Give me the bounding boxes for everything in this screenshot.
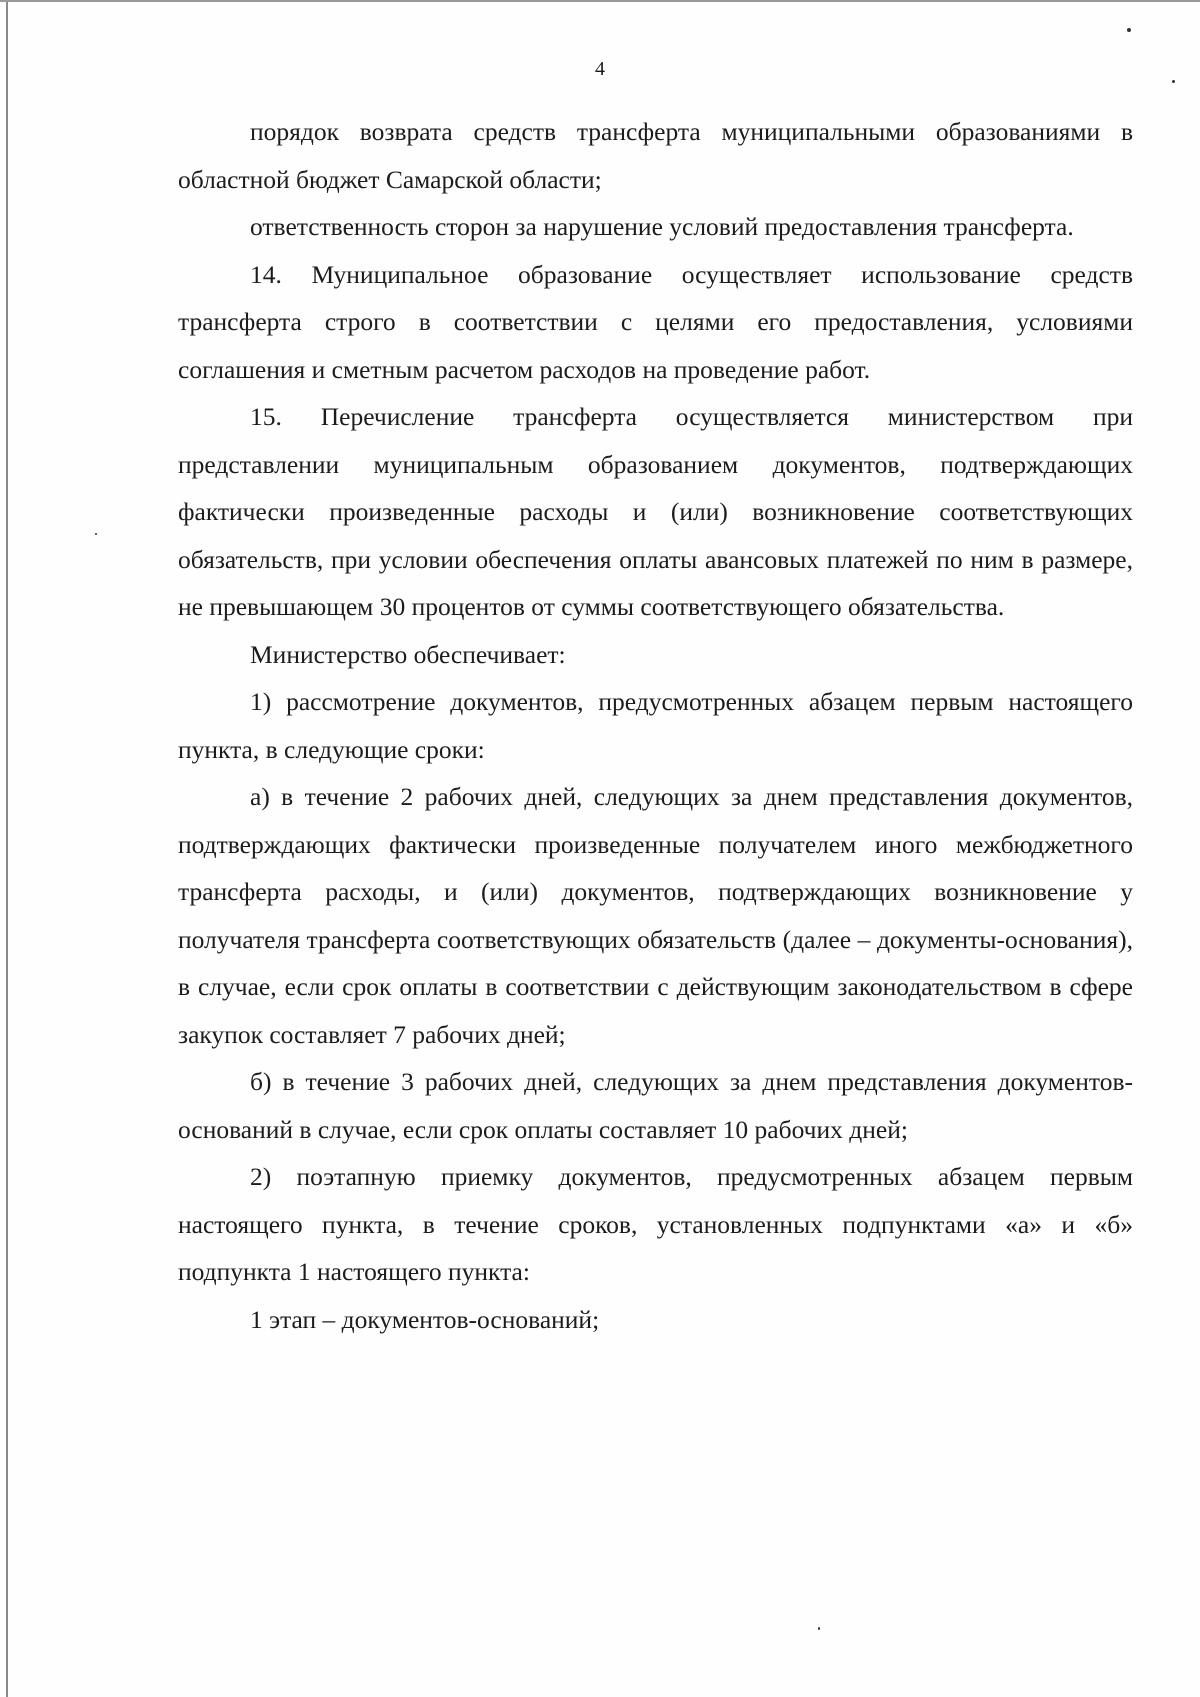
scan-speck [95, 533, 97, 535]
paragraph: 14. Муниципальное образование осуществляет использование средств трансферта строго в соответствии с целями его предоставления, условиями соглашения и сметным расчетом расходов на проведение работ. [178, 259, 1133, 384]
paragraph: 1) рассмотрение документов, предусмотренных абзацем первым настоящего пункта, в следующие сроки: [178, 687, 1133, 764]
paragraph: Министерство обеспечивает: [250, 639, 566, 669]
document-body [178, 108, 1133, 1343]
paragraph: 1 этап – документов-оснований; [250, 1304, 600, 1334]
scan-speck [818, 1627, 820, 1630]
paragraph: б) в течение 3 рабочих дней, следующих за днем представления документов-оснований в случае, если срок оплаты составляет 10 рабочих дней; [178, 1067, 1133, 1144]
scan-left-edge [6, 0, 8, 1697]
paragraph: ответственность сторон за нарушение условий предоставления трансферта. [250, 212, 1074, 241]
paragraph: порядок возврата средств трансферта муниципальными образованиями в областной бюджет Самарской области; [178, 117, 1133, 194]
paragraph: а) в течение 2 рабочих дней, следующих за днем представления документов, подтверждающих фактически произведенные получателем иного межбюджетного трансферта расходы, и (или) документов, подтверждающих возникновение у получателя трансферта соответствующих обязательств (далее – документы-основания), в случае, если срок оплаты в соответствии с действующим законодательством в сфере закупок составляет 7 рабочих дней; [178, 782, 1133, 1049]
scan-top-edge [0, 0, 1200, 2]
paragraph: 15. Перечисление трансферта осуществляется министерством при представлении муниципальным образованием документов, подтверждающих фактически произведенные расходы и (или) возникновение соответствующих обязательств, при условии обеспечения оплаты авансовых платежей по ним в размере, не превышающем 30 процентов от суммы соответствующего обязательства. [178, 402, 1133, 621]
paragraph: 2) поэтапную приемку документов, предусмотренных абзацем первым настоящего пункта, в течение сроков, установленных подпунктами «а» и «б» подпункта 1 настоящего пункта: [178, 1162, 1133, 1286]
scan-speck [1127, 28, 1131, 32]
page-number: 4 [595, 58, 605, 80]
